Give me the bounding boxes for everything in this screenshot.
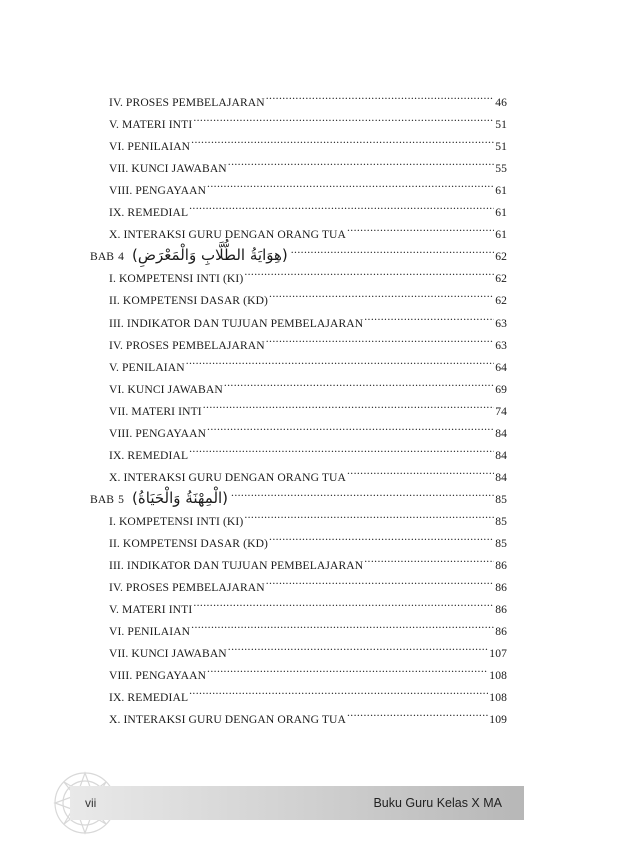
- toc-leader-dots: [189, 196, 494, 216]
- toc-entry-row: [109, 549, 507, 573]
- toc-leader-dots: [191, 130, 494, 150]
- toc-page-number: 62: [495, 294, 507, 308]
- toc-page-number: 61: [495, 184, 507, 198]
- toc-leader-dots: [207, 659, 488, 679]
- toc-leader-dots: [193, 593, 494, 613]
- toc-entry-label: IX. REMEDIAL: [109, 206, 189, 220]
- toc-entry-label: II. KOMPETENSI DASAR (KD): [109, 537, 269, 550]
- toc-leader-dots: [224, 373, 494, 393]
- toc-leader-dots: [266, 571, 494, 591]
- toc-entry-label: I. KOMPETENSI INTI (KI): [109, 514, 244, 528]
- toc-page-number: 69: [495, 382, 507, 396]
- toc-entry-label: VI. PENILAIAN: [109, 140, 191, 154]
- toc-page-number: 84: [495, 448, 507, 462]
- toc-leader-dots: [244, 262, 494, 282]
- toc-page-number: 85: [495, 537, 507, 550]
- toc-entry-label: VIII. PENGAYAAN: [109, 426, 207, 440]
- toc-entry-row: [109, 439, 507, 462]
- toc-page-number: 51: [495, 118, 507, 132]
- toc-page-number: 63: [495, 316, 507, 330]
- toc-page-number: 61: [495, 228, 507, 242]
- toc-page-number: 86: [495, 559, 507, 573]
- toc-entry-row: [109, 395, 507, 418]
- toc-entry-row: [109, 351, 507, 374]
- toc-page-number: 46: [495, 96, 507, 109]
- toc-entry-row: [109, 152, 507, 176]
- toc-chapter-number: 5: [118, 492, 125, 506]
- toc-entry-row: [109, 307, 507, 330]
- toc-leader-dots: [228, 637, 489, 657]
- toc-page-number: 74: [495, 404, 507, 418]
- toc-entry-label: IV. PROSES PEMBELAJARAN: [109, 96, 265, 109]
- toc-page-number: 84: [495, 470, 507, 484]
- toc-entry-label: IX. REMEDIAL: [109, 691, 189, 705]
- toc-leader-dots: [269, 284, 494, 304]
- toc-entry-label: III. INDIKATOR DAN TUJUAN PEMBELAJARAN: [109, 559, 364, 573]
- toc-entry-row: [109, 527, 507, 550]
- toc-entry-row: [109, 373, 507, 396]
- toc-entry-label: V. PENILAIAN: [109, 360, 185, 374]
- toc-entry-label: VI. PENILAIAN: [109, 625, 191, 639]
- page-footer: [70, 786, 524, 820]
- toc-page-number: 62: [495, 272, 507, 286]
- toc-leader-dots: [347, 461, 494, 481]
- toc-leader-dots: [203, 395, 494, 415]
- toc-page-number: 85: [495, 514, 507, 528]
- toc-entry-label: IX. REMEDIAL: [109, 448, 189, 462]
- toc-entry-row: [109, 681, 507, 705]
- toc-leader-dots: [269, 527, 494, 547]
- toc-entry-row: [109, 505, 507, 528]
- toc-page-number: 107: [489, 647, 507, 661]
- toc-entry-row: [109, 659, 507, 683]
- toc-leader-dots: [266, 86, 494, 106]
- toc-entry-label: VII. MATERI INTI: [109, 404, 202, 418]
- toc-entry-row: [109, 571, 507, 595]
- toc-leader-dots: [244, 505, 494, 525]
- toc-chapter-label: BAB: [90, 492, 115, 506]
- toc-leader-dots: [347, 218, 494, 238]
- toc-page-number: 84: [495, 426, 507, 440]
- toc-leader-dots: [347, 703, 488, 723]
- toc-entry-row: [109, 593, 507, 617]
- toc-entry-row: [109, 417, 507, 440]
- toc-entry-row: [109, 108, 507, 132]
- toc-entry-row: [109, 329, 507, 352]
- book-title: Buku Guru Kelas X MA: [373, 796, 502, 810]
- toc-leader-dots: [291, 240, 494, 260]
- toc-chapter-arabic-title: (الْمِهْنَةُ وَالْحَيَاةُ): [132, 488, 229, 507]
- toc-entry-row: [109, 130, 507, 154]
- toc-entry-label: II. KOMPETENSI DASAR (KD): [109, 294, 269, 308]
- toc-entry-label: I. KOMPETENSI INTI (KI): [109, 272, 244, 286]
- toc-chapter-row: [90, 483, 507, 507]
- toc-entry-row: [109, 703, 507, 727]
- toc-entry-row: [109, 262, 507, 286]
- toc-entry-label: X. INTERAKSI GURU DENGAN ORANG TUA: [109, 470, 346, 484]
- toc-page-number: 55: [495, 162, 507, 176]
- toc-entry-row: [109, 218, 507, 242]
- toc-entry-label: VII. KUNCI JAWABAN: [109, 647, 227, 661]
- toc-chapter-label: BAB: [90, 250, 115, 264]
- toc-leader-dots: [186, 351, 495, 371]
- toc-chapter-row: [90, 240, 507, 265]
- toc-page-number: 86: [495, 581, 507, 595]
- toc-entry-label: V. MATERI INTI: [109, 118, 193, 132]
- toc-entry-label: X. INTERAKSI GURU DENGAN ORANG TUA: [109, 713, 346, 727]
- toc-page-number: 85: [495, 492, 507, 506]
- toc-page-number: 62: [495, 250, 507, 264]
- toc-entry-row: [109, 615, 507, 639]
- toc-chapter-number: 4: [118, 250, 125, 264]
- toc-page-number: 86: [495, 625, 507, 639]
- toc-page-number: 61: [495, 206, 507, 220]
- toc-entry-row: [109, 86, 507, 109]
- toc-entry-row: [109, 461, 507, 484]
- toc-leader-dots: [364, 307, 494, 327]
- toc-entry-label: IV. PROSES PEMBELAJARAN: [109, 338, 265, 352]
- toc-page-number: 64: [495, 360, 507, 374]
- toc-leader-dots: [193, 108, 494, 128]
- toc-entry-label: VIII. PENGAYAAN: [109, 184, 207, 198]
- toc-leader-dots: [191, 615, 494, 635]
- toc-entry-row: [109, 174, 507, 198]
- page-number: vii: [85, 796, 97, 810]
- toc-entry-label: X. INTERAKSI GURU DENGAN ORANG TUA: [109, 228, 346, 242]
- toc-page-number: 51: [495, 140, 507, 154]
- toc-page-number: 108: [489, 669, 507, 683]
- toc-entry-label: VIII. PENGAYAAN: [109, 669, 207, 683]
- toc-entry-row: [109, 284, 507, 308]
- toc-entry-label: VII. KUNCI JAWABAN: [109, 162, 227, 176]
- toc-entry-label: IV. PROSES PEMBELAJARAN: [109, 581, 265, 595]
- toc-leader-dots: [364, 549, 494, 569]
- toc-chapter-arabic-title: (هِوَايَةُ الطُّلَّابِ وَالْمَعْرَضِ): [132, 246, 288, 265]
- toc-leader-dots: [207, 174, 494, 194]
- toc-leader-dots: [207, 417, 494, 437]
- toc-page-number: 86: [495, 603, 507, 617]
- toc-entry-row: [109, 637, 507, 661]
- toc-leader-dots: [189, 681, 488, 701]
- toc-page-number: 63: [495, 338, 507, 352]
- toc-leader-dots: [266, 329, 494, 349]
- toc-page-number: 108: [489, 691, 507, 705]
- toc-leader-dots: [231, 483, 494, 503]
- toc-leader-dots: [189, 439, 494, 459]
- toc-leader-dots: [228, 152, 494, 172]
- toc-entry-row: [109, 196, 507, 220]
- toc-entry-label: VI. KUNCI JAWABAN: [109, 382, 223, 396]
- toc-page-number: 109: [489, 713, 507, 727]
- toc-entry-label: V. MATERI INTI: [109, 603, 193, 617]
- toc-entry-label: III. INDIKATOR DAN TUJUAN PEMBELAJARAN: [109, 316, 364, 330]
